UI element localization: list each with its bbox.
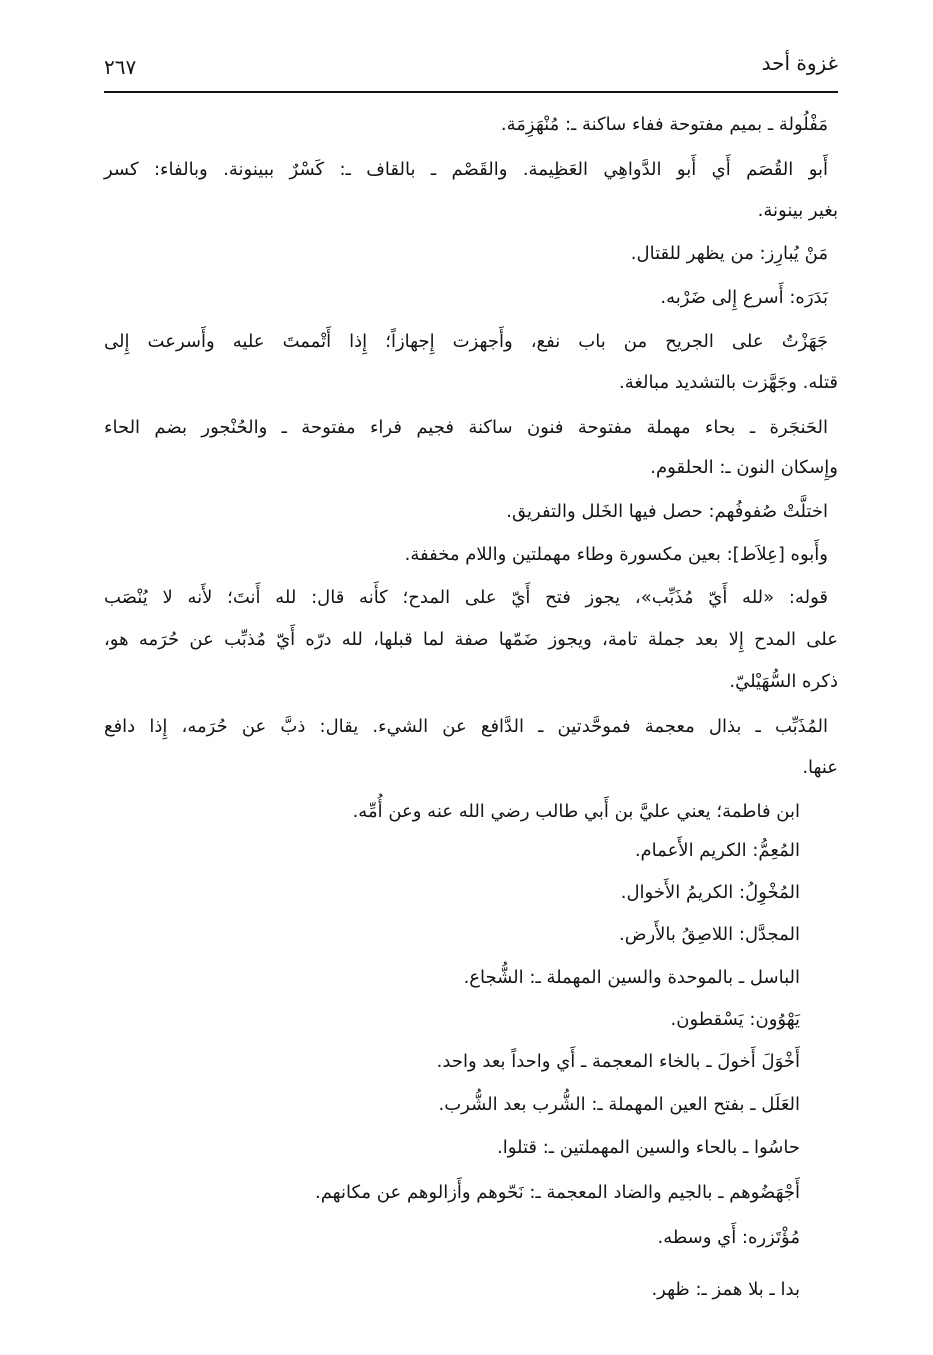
text-line: أَبو القُصَم أَي أَبو الدَّواهِي العَظِيمة. والقَصْم ـ بالقاف ـ: كَسْرٌ ببينونة. وبالفاء: كسر (104, 159, 828, 180)
header-rule (104, 91, 838, 93)
text-line: ابن فاطمة؛ يعني عليَّ بن أَبي طالب رضي الله عنه وعن أُمِّه. (352, 801, 800, 822)
text-line: ذكره السُّهَيْليّ. (729, 671, 838, 692)
text-line: يَهْوُون: يَسْقطون. (670, 1009, 800, 1030)
page-number: ٢٦٧ (104, 55, 137, 79)
text-line: وأَبوه [عِلاَط]: بعين مكسورة وطاء مهملتين واللام مخففة. (404, 544, 828, 565)
text-line: مَنْ يُبارِز: من يظهر للقتال. (630, 243, 828, 264)
text-line: بَدَرَه: أَسرع إِلى ضَرْبه. (660, 287, 828, 308)
text-line: وإِسكان النون ـ: الحلقوم. (650, 457, 838, 478)
text-line: المُخْوِلُ: الكريمُ الأَخوال. (620, 882, 800, 903)
text-line: الحَنجَرة ـ بحاء مهملة مفتوحة فنون ساكنة فجيم فراء مفتوحة ـ والحُنْجور بضم الحاء (104, 417, 828, 438)
running-header-title: غزوة أحد (761, 51, 838, 75)
text-line: قتله. وجَهَّزت بالتشديد مبالغة. (619, 372, 838, 393)
text-line: حاسُوا ـ بالحاء والسين المهملتين ـ: قتلوا. (497, 1137, 800, 1158)
text-line: أَجْهَضُوهم ـ بالجيم والضاد المعجمة ـ: نَحّوهم وأَزالوهم عن مكانهم. (314, 1182, 800, 1203)
text-line: بدا ـ بلا همز ـ: ظهر. (651, 1279, 800, 1300)
text-line: الباسل ـ بالموحدة والسين المهملة ـ: الشُّجاع. (463, 967, 800, 988)
text-line: جَهَزْتُ على الجريح من باب نفع، وأَجهزت إِجهازاً؛ إِذا أَتْممتَ عليه وأَسرعت إِلى (104, 331, 828, 352)
text-line: بغير بينونة. (757, 200, 838, 221)
text-line: على المدح إِلا بعد جملة تامة، ويجوز ضَمّها صفة لما قبلها، لله درّه أَيّ مُذبِّب عن حُرَمه هو، (104, 629, 838, 650)
text-line: اختلَّتْ صُفوفُهم: حصل فيها الخَلل والتفريق. (506, 501, 828, 522)
text-line: مُؤْتَزره: أَي وسطه. (657, 1227, 800, 1248)
text-line: المُذَبِّب ـ بذال معجمة فموحَّدتين ـ الدَّافع عن الشيء. يقال: ذبَّ عن حُرَمه، إِذا دافع (104, 716, 828, 737)
text-line: قوله: «لله أَيّ مُذَبِّب»، يجوز فتح أَيّ على المدح؛ كأَنه قال: لله أَنتَ؛ لأَنه لا يُنْصَب (104, 587, 828, 608)
text-line: المجدَّل: اللاصِقُ بالأَرض. (618, 924, 800, 945)
text-line: أَخْوَلَ أَخولَ ـ بالخاء المعجمة ـ أَي واحداً بعد واحد. (436, 1051, 800, 1072)
text-line: المُعِمُّ: الكريم الأَعمام. (634, 840, 800, 861)
text-line: العَلَل ـ بفتح العين المهملة ـ: الشُّرب بعد الشُّرب. (438, 1094, 800, 1115)
text-line: مَفْلُولة ـ بميم مفتوحة ففاء ساكنة ـ: مُنْهَزِمَة. (500, 114, 828, 135)
text-line: عنها. (802, 757, 838, 778)
